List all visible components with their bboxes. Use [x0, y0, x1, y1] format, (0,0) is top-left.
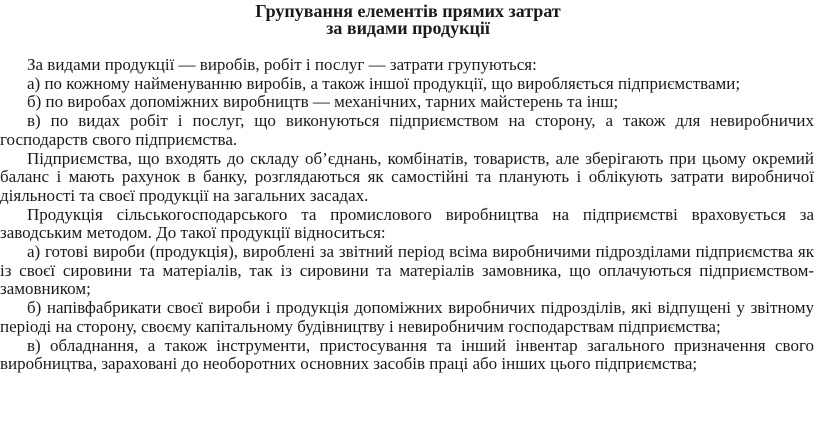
paragraph-item-c: в) по видах робіт і послуг, що виконуються підприємством на сторону, а також для невиробничих господарств свого підприємства.: [0, 111, 814, 149]
paragraph-finished-goods: а) готові вироби (продукція), вироблені за звітний період всіма виробничими підрозділами підприємства як із своєї сировини та матеріалів, так із сировини та матеріалів замовника, що оплачуються підприємством-замовником;: [0, 242, 814, 299]
paragraph-item-a: а) по кожному найменуванню виробів, а також іншої продукції, що виробляється підприємствами;: [27, 73, 741, 93]
document-title: [0, 0, 816, 37]
title-line-1: Групування елементів прямих затрат: [255, 1, 561, 21]
paragraph-item-b: б) по виробах допоміжних виробництв — механічних, тарних майстерень та інш;: [27, 92, 619, 112]
document-body: [0, 56, 814, 374]
paragraph-intro: За видами продукції — виробів, робіт і послуг — затрати групуються:: [27, 55, 537, 74]
paragraph-enterprises: Підприємства, що входять до складу об’єднань, комбінатів, товариств, але зберігають при цьому окремий баланс і мають рахунок в банку, розглядаються як самостійні та планують і облікують затрати виробничої діяльності та своєї продукції на загальних засадах.: [0, 148, 814, 205]
paragraph-semi-finished: б) напівфабрикати своєї вироби і продукція допоміжних виробничих підрозділів, які відпущені у звітному періоді на сторону, своєму капітальному будівництву і невиробничим господарствам підприємства;: [0, 298, 814, 336]
paragraph-equipment: в) обладнання, а також інструменти, пристосування та інший інвентар загального призначення свого виробництва, зараховані до необоротних основних засобів праці або інших цього підприємства;: [0, 335, 814, 374]
paragraph-production: Продукція сільськогосподарського та промислового виробництва на підприємстві враховується за заводським методом. До такої продукції відноситься:: [0, 204, 814, 243]
title-line-2: за видами продукції: [326, 18, 490, 38]
